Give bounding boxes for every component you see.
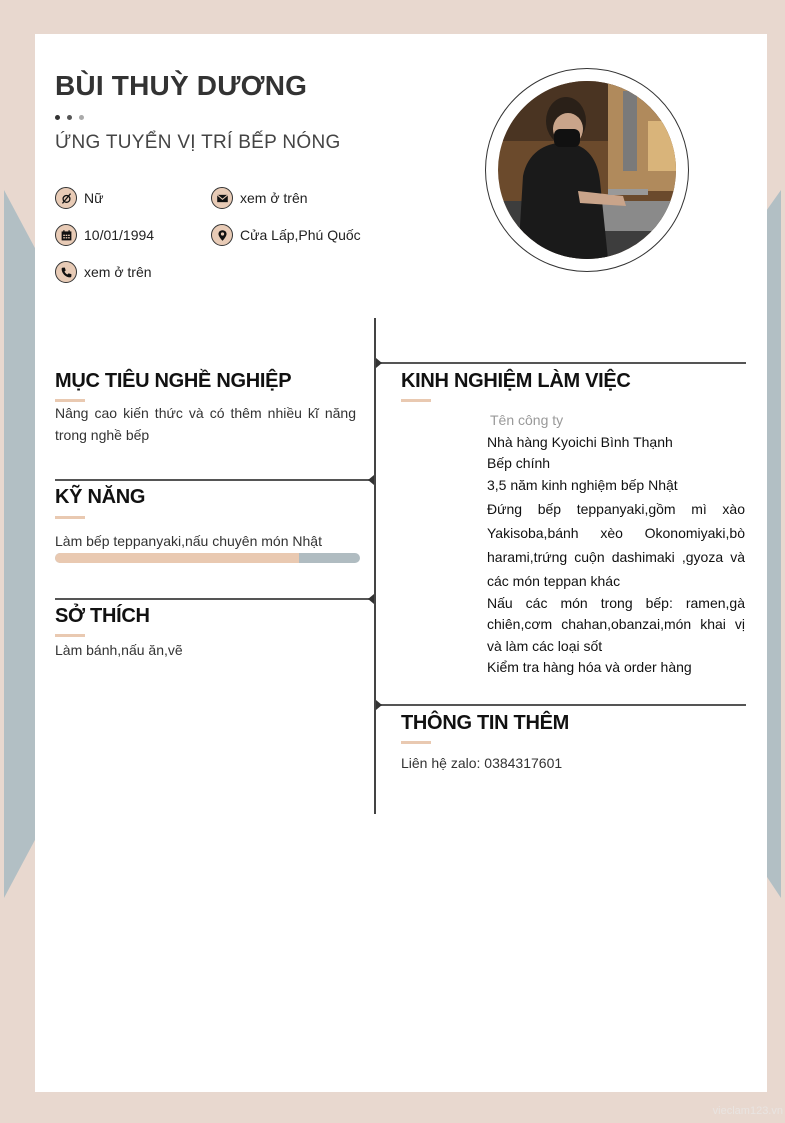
left-decoration bbox=[4, 190, 36, 898]
skill-level-bar bbox=[55, 553, 360, 563]
dot bbox=[79, 115, 84, 120]
hobbies-divider bbox=[55, 598, 370, 600]
hobbies-divider-arrow bbox=[368, 594, 374, 604]
phone-value: xem ở trên bbox=[84, 264, 152, 280]
map-pin-icon bbox=[211, 224, 233, 246]
additional-divider bbox=[379, 704, 746, 706]
objective-text: Nâng cao kiến thức và có thêm nhiều kĩ năng trong nghề bếp bbox=[55, 405, 356, 443]
applied-position: ỨNG TUYỂN VỊ TRÍ BẾP NÓNG bbox=[55, 132, 341, 153]
additional-text: Liên hệ zalo: 0384317601 bbox=[401, 755, 563, 771]
envelope-icon bbox=[211, 187, 233, 209]
phone-icon bbox=[55, 261, 77, 283]
watermark: vieclam123.vn bbox=[712, 1105, 783, 1117]
skills-title: KỸ NĂNG bbox=[55, 486, 146, 508]
email-info bbox=[211, 187, 308, 209]
job-duty: Kiểm tra hàng hóa và order hàng bbox=[487, 659, 692, 676]
dot bbox=[67, 115, 72, 120]
gender-value: Nữ bbox=[84, 190, 104, 206]
experience-divider bbox=[379, 362, 746, 364]
objective-title: MỤC TIÊU NGHỀ NGHIỆP bbox=[55, 370, 292, 392]
birthday-value: 10/01/1994 bbox=[84, 227, 155, 243]
job-role: Bếp chính bbox=[487, 455, 551, 472]
gender-icon bbox=[55, 187, 77, 209]
additional-title-underline bbox=[401, 741, 431, 744]
address-info bbox=[211, 224, 361, 246]
cv-paper bbox=[35, 34, 767, 1092]
experience-title-underline bbox=[401, 399, 431, 402]
title-dots bbox=[55, 115, 84, 120]
additional-divider-arrow bbox=[376, 700, 382, 710]
skill-level-fill bbox=[55, 553, 299, 563]
experience-entry bbox=[487, 410, 745, 679]
gender-info bbox=[55, 187, 103, 209]
company-label: Tên công ty bbox=[490, 412, 564, 428]
profile-photo-frame bbox=[485, 68, 689, 272]
address-value: Cửa Lấp,Phú Quốc bbox=[240, 227, 361, 243]
experience-title: KINH NGHIỆM LÀM VIỆC bbox=[401, 370, 631, 392]
hobbies-title-underline bbox=[55, 634, 85, 637]
company-name: Nhà hàng Kyoichi Bình Thạnh bbox=[487, 433, 673, 450]
timeline-vertical-line bbox=[374, 318, 376, 814]
calendar-icon bbox=[55, 224, 77, 246]
hobbies-title: SỞ THÍCH bbox=[55, 605, 150, 627]
job-duration: 3,5 năm kinh nghiệm bếp Nhật bbox=[487, 477, 678, 494]
skills-divider bbox=[55, 479, 370, 481]
candidate-name: BÙI THUỲ DƯƠNG bbox=[55, 70, 308, 101]
phone-info bbox=[55, 261, 152, 283]
additional-title: THÔNG TIN THÊM bbox=[401, 712, 570, 734]
experience-divider-arrow bbox=[376, 358, 382, 368]
profile-photo bbox=[498, 81, 676, 259]
job-duty: Nấu các món trong bếp: ramen,gà chiên,cơm chahan,obanzai,món khai vị và làm các loại sốt bbox=[487, 594, 745, 654]
dot bbox=[55, 115, 60, 120]
birthday-info bbox=[55, 224, 154, 246]
skills-title-underline bbox=[55, 516, 85, 519]
skills-divider-arrow bbox=[368, 475, 374, 485]
email-value: xem ở trên bbox=[240, 190, 308, 206]
skill-name: Làm bếp teppanyaki,nấu chuyên món Nhật bbox=[55, 533, 322, 549]
hobbies-text: Làm bánh,nấu ăn,vẽ bbox=[55, 642, 183, 658]
job-duty: Đứng bếp teppanyaki,gồm mì xào Yakisoba,bánh xèo Okonomiyaki,bò harami,trứng cuộn dashimaki ,gyoza và các món teppan khác bbox=[487, 500, 745, 589]
